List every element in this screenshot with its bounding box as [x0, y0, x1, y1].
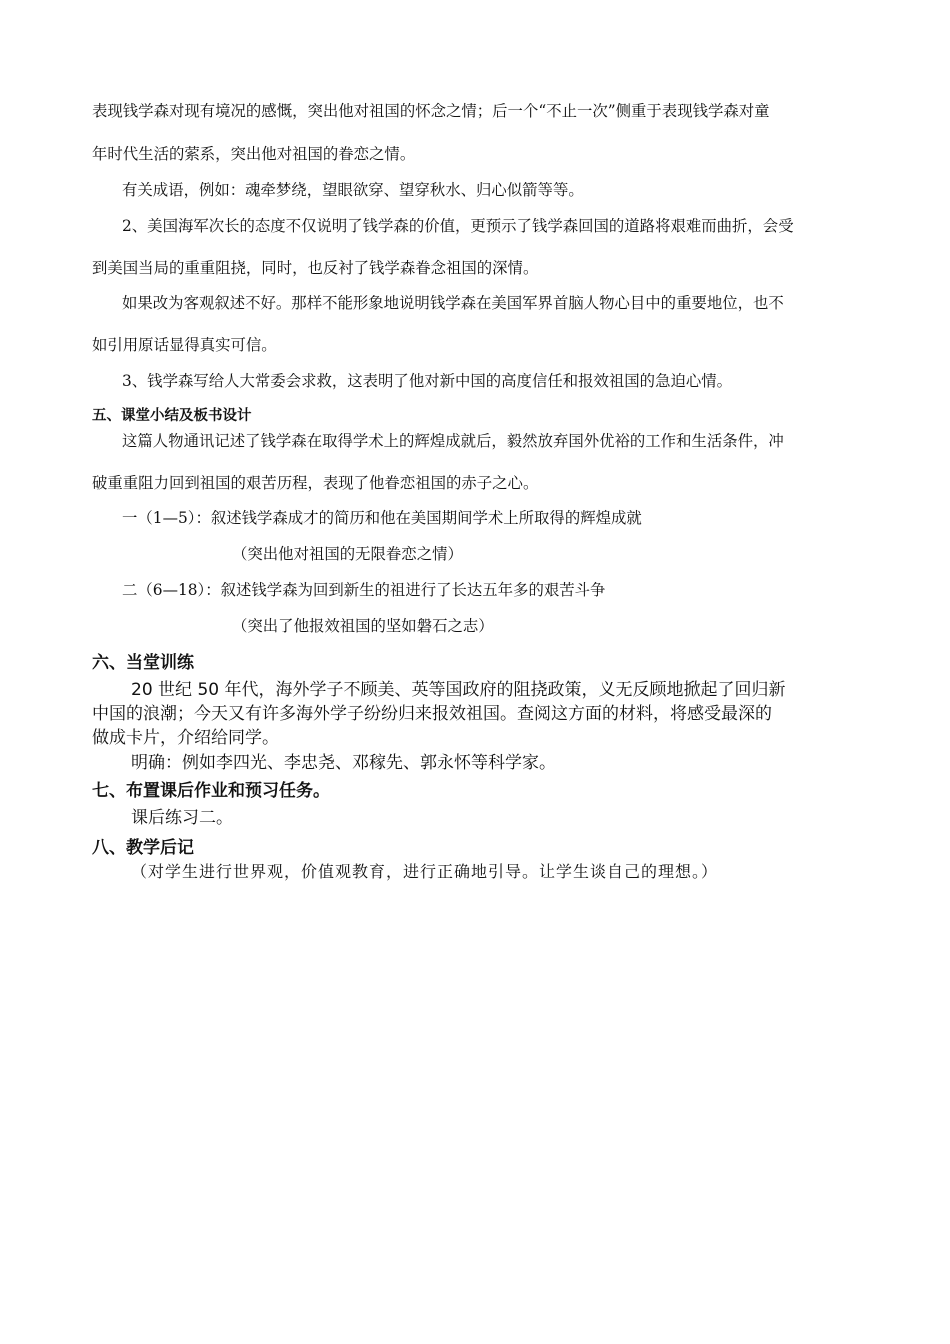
paragraph-line: 表现钱学森对现有境况的感慨，突出他对祖国的怀念之情；后一个“不止一次”侧重于表现钱学森对童: [92, 102, 770, 120]
section-heading: 五、课堂小结及板书设计: [92, 408, 252, 424]
paragraph-line: 到美国当局的重重阻挠，同时，也反衬了钱学森眷念祖国的深情。: [92, 259, 539, 277]
paragraph-line: 明确：例如李四光、李忠尧、邓稼先、郭永怀等科学家。: [131, 753, 556, 773]
outline-item: 二（6—18）：叙述钱学森为回到新生的祖进行了长达五年多的艰苦斗争: [122, 581, 606, 599]
paragraph-line: 3、钱学森写给人大常委会求救，这表明了他对新中国的高度信任和报效祖国的急迫心情。: [122, 372, 733, 390]
paragraph-line: 如引用原话显得真实可信。: [92, 336, 277, 354]
paragraph-line: 有关成语，例如：魂牵梦绕，望眼欲穿、望穿秋水、归心似箭等等。: [122, 181, 584, 199]
paragraph-line: （对学生进行世界观，价值观教育，进行正确地引导。让学生谈自己的理想。）: [131, 862, 719, 881]
paragraph-line: 年时代生活的萦系，突出他对祖国的眷恋之情。: [92, 145, 416, 163]
paragraph-line: 课后练习二。: [131, 808, 233, 828]
paragraph-line: 这篇人物通讯记述了钱学森在取得学术上的辉煌成就后，毅然放弃国外优裕的工作和生活条件，冲: [122, 432, 784, 450]
paragraph-line: 中国的浪潮；今天又有许多海外学子纷纷归来报效祖国。查阅这方面的材料，将感受最深的: [92, 704, 772, 724]
paragraph-line: 2、美国海军次长的态度不仅说明了钱学森的价值，更预示了钱学森回国的道路将艰难而曲折，会受: [122, 217, 794, 235]
paragraph-line: 如果改为客观叙述不好。那样不能形象地说明钱学森在美国军界首脑人物心目中的重要地位，也不: [122, 294, 784, 312]
outline-note: （突出了他报效祖国的坚如磐石之志）: [232, 617, 494, 635]
paragraph-line: 破重重阻力回到祖国的艰苦历程，表现了他眷恋祖国的赤子之心。: [92, 474, 539, 492]
outline-item: 一（1—5）：叙述钱学森成才的简历和他在美国期间学术上所取得的辉煌成就: [122, 509, 642, 527]
paragraph-line: 20 世纪 50 年代，海外学子不顾美、英等国政府的阻挠政策，义无反顾地掀起了回归新: [131, 680, 786, 700]
section-heading: 八、教学后记: [92, 838, 194, 858]
outline-note: （突出他对祖国的无限眷恋之情）: [232, 545, 463, 563]
section-heading: 七、布置课后作业和预习任务。: [92, 781, 330, 801]
paragraph-line: 做成卡片，介绍给同学。: [92, 728, 279, 748]
section-heading: 六、当堂训练: [92, 653, 194, 673]
